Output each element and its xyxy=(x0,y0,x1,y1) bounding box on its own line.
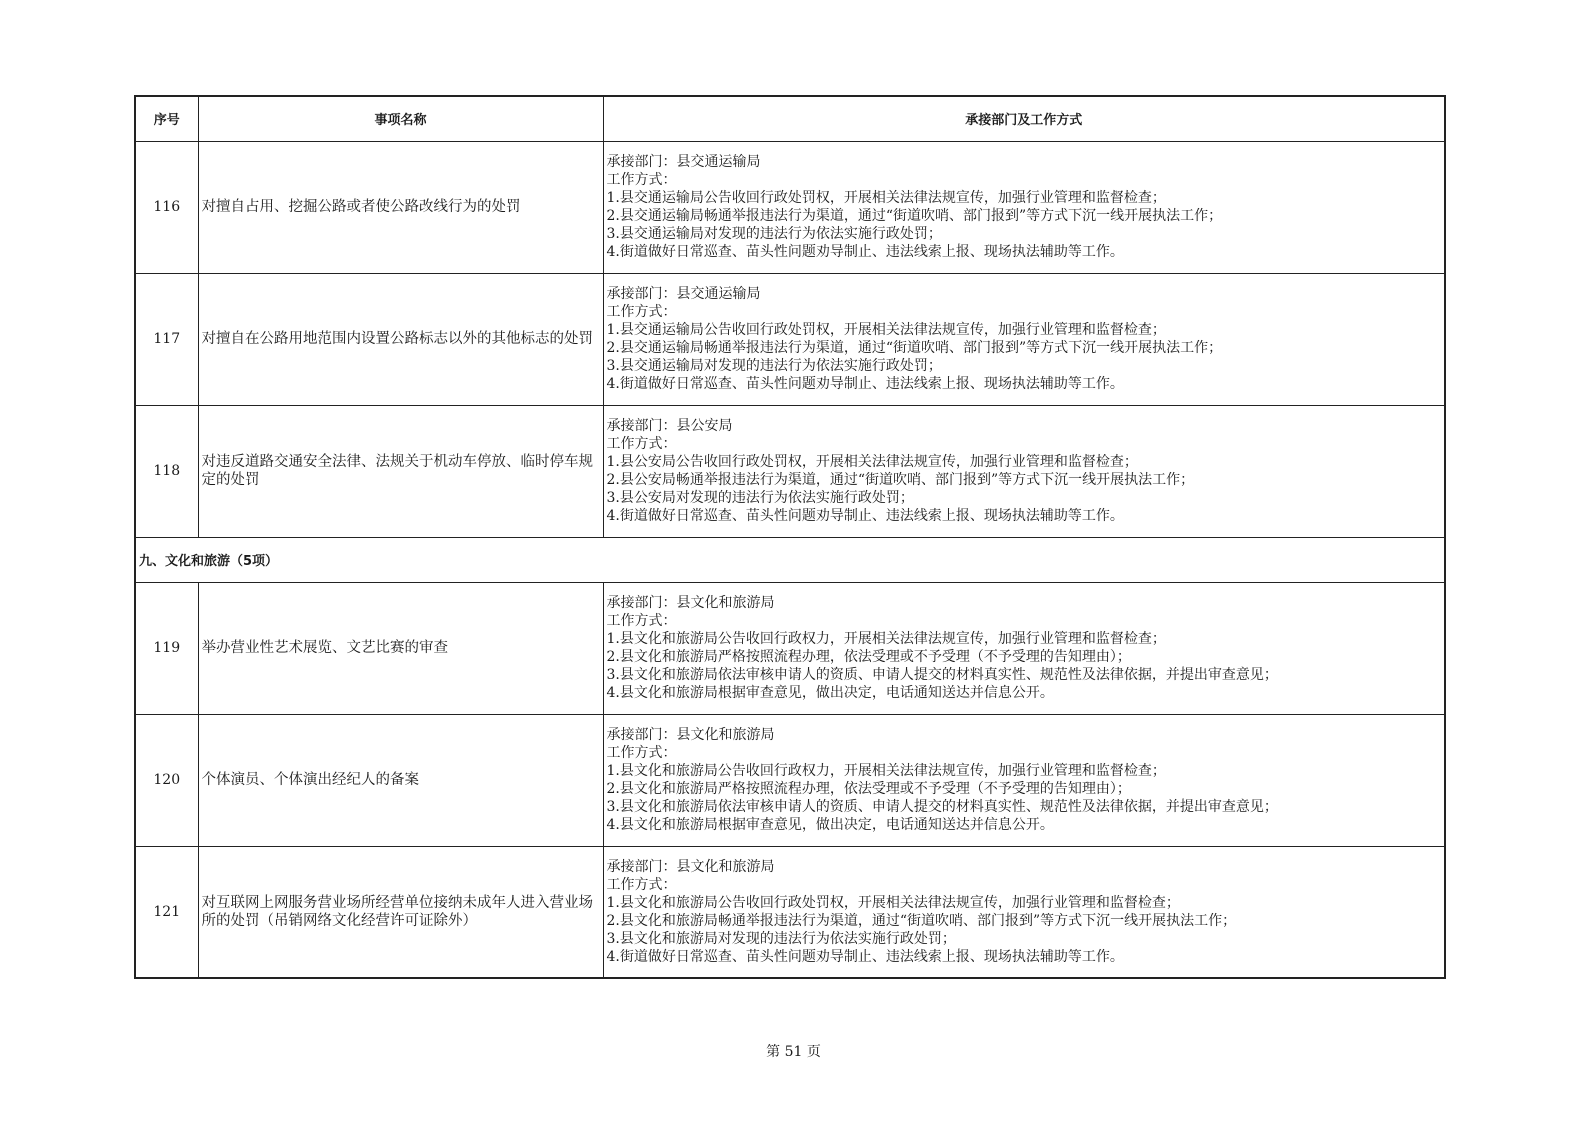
row-step: 2.县文化和旅游局严格按照流程办理，依法受理或不予受理（不予受理的告知理由）； xyxy=(606,649,1131,665)
header-method: 承接部门及工作方式 xyxy=(603,96,1445,141)
row-step: 1.县交通运输局公告收回行政处罚权，开展相关法律法规宣传，加强行业管理和监督检查； xyxy=(606,190,1166,206)
row-seq: 120 xyxy=(135,714,198,846)
row-item-name: 举办营业性艺术展览、文艺比赛的审查 xyxy=(198,582,603,714)
row-step: 3.县文化和旅游局依法审核申请人的资质、申请人提交的材料真实性、规范性及法律依据，并提出审查意见； xyxy=(606,799,1278,815)
row-method-label: 工作方式： xyxy=(606,304,677,320)
row-method-cell xyxy=(603,846,1445,978)
row-item-name: 对擅自占用、挖掘公路或者使公路改线行为的处罚 xyxy=(198,141,603,273)
table-header-row xyxy=(135,96,1445,141)
header-seq: 序号 xyxy=(135,96,198,141)
row-step: 2.县交通运输局畅通举报违法行为渠道，通过“街道吹哨、部门报到”等方式下沉一线开展执法工作； xyxy=(606,208,1223,224)
table-row xyxy=(135,714,1445,846)
row-seq: 116 xyxy=(135,141,198,273)
row-item-name: 对违反道路交通安全法律、法规关于机动车停放、临时停车规定的处罚 xyxy=(198,405,603,537)
row-step: 4.县文化和旅游局根据审查意见，做出决定，电话通知送达并信息公开。 xyxy=(606,685,1054,701)
row-step: 4.街道做好日常巡查、苗头性问题劝导制止、违法线索上报、现场执法辅助等工作。 xyxy=(606,508,1124,524)
row-method-label: 工作方式： xyxy=(606,172,677,188)
row-step: 1.县文化和旅游局公告收回行政处罚权，开展相关法律法规宣传，加强行业管理和监督检查； xyxy=(606,894,1180,911)
row-seq: 119 xyxy=(135,582,198,714)
section-heading: 九、文化和旅游（5项） xyxy=(135,537,1445,582)
row-method-cell xyxy=(603,273,1445,405)
row-step: 2.县交通运输局畅通举报违法行为渠道，通过“街道吹哨、部门报到”等方式下沉一线开展执法工作； xyxy=(606,340,1223,356)
row-method-label: 工作方式： xyxy=(606,613,677,629)
row-method-label: 工作方式： xyxy=(606,745,677,761)
items-table xyxy=(134,95,1446,979)
row-method-cell xyxy=(603,582,1445,714)
section-row xyxy=(135,537,1445,582)
row-step: 4.县文化和旅游局根据审查意见，做出决定，电话通知送达并信息公开。 xyxy=(606,817,1054,833)
row-method-cell xyxy=(603,141,1445,273)
row-seq: 117 xyxy=(135,273,198,405)
row-department: 承接部门：县公安局 xyxy=(606,418,733,434)
row-step: 1.县文化和旅游局公告收回行政权力，开展相关法律法规宣传，加强行业管理和监督检查； xyxy=(606,631,1166,647)
table-row xyxy=(135,846,1445,978)
row-step: 4.街道做好日常巡查、苗头性问题劝导制止、违法线索上报、现场执法辅助等工作。 xyxy=(606,948,1124,965)
row-method-cell xyxy=(603,714,1445,846)
header-item-name: 事项名称 xyxy=(198,96,603,141)
row-department: 承接部门：县文化和旅游局 xyxy=(606,727,775,743)
row-step: 3.县交通运输局对发现的违法行为依法实施行政处罚； xyxy=(606,226,942,242)
row-method-label: 工作方式： xyxy=(606,436,677,452)
table-row xyxy=(135,582,1445,714)
row-step: 4.街道做好日常巡查、苗头性问题劝导制止、违法线索上报、现场执法辅助等工作。 xyxy=(606,244,1124,260)
row-item-name: 个体演员、个体演出经纪人的备案 xyxy=(198,714,603,846)
row-step: 2.县公安局畅通举报违法行为渠道，通过“街道吹哨、部门报到”等方式下沉一线开展执法工作； xyxy=(606,472,1195,488)
row-method-cell xyxy=(603,405,1445,537)
row-item-name: 对擅自在公路用地范围内设置公路标志以外的其他标志的处罚 xyxy=(198,273,603,405)
row-department: 承接部门：县文化和旅游局 xyxy=(606,595,775,611)
table-row xyxy=(135,405,1445,537)
row-step: 3.县公安局对发现的违法行为依法实施行政处罚； xyxy=(606,490,914,506)
row-method-label: 工作方式： xyxy=(606,876,677,893)
row-step: 3.县交通运输局对发现的违法行为依法实施行政处罚； xyxy=(606,358,942,374)
row-step: 1.县交通运输局公告收回行政处罚权，开展相关法律法规宣传，加强行业管理和监督检查； xyxy=(606,322,1166,338)
page-number: 第 51 页 xyxy=(766,1044,821,1060)
table-row xyxy=(135,141,1445,273)
row-step: 1.县公安局公告收回行政处罚权，开展相关法律法规宣传，加强行业管理和监督检查； xyxy=(606,454,1138,470)
row-step: 4.街道做好日常巡查、苗头性问题劝导制止、违法线索上报、现场执法辅助等工作。 xyxy=(606,376,1124,392)
row-step: 3.县文化和旅游局对发现的违法行为依法实施行政处罚； xyxy=(606,930,956,947)
row-seq: 121 xyxy=(135,846,198,978)
row-step: 2.县文化和旅游局畅通举报违法行为渠道，通过“街道吹哨、部门报到”等方式下沉一线开展执法工作； xyxy=(606,912,1237,929)
row-seq: 118 xyxy=(135,405,198,537)
row-department: 承接部门：县交通运输局 xyxy=(606,154,761,170)
row-step: 2.县文化和旅游局严格按照流程办理，依法受理或不予受理（不予受理的告知理由）； xyxy=(606,781,1131,797)
row-department: 承接部门：县文化和旅游局 xyxy=(606,858,775,875)
table-row xyxy=(135,273,1445,405)
row-item-name: 对互联网上网服务营业场所经营单位接纳未成年人进入营业场所的处罚（吊销网络文化经营许可证除外） xyxy=(198,846,603,978)
row-step: 1.县文化和旅游局公告收回行政权力，开展相关法律法规宣传，加强行业管理和监督检查； xyxy=(606,763,1166,779)
row-step: 3.县文化和旅游局依法审核申请人的资质、申请人提交的材料真实性、规范性及法律依据，并提出审查意见； xyxy=(606,667,1278,683)
row-department: 承接部门：县交通运输局 xyxy=(606,286,761,302)
